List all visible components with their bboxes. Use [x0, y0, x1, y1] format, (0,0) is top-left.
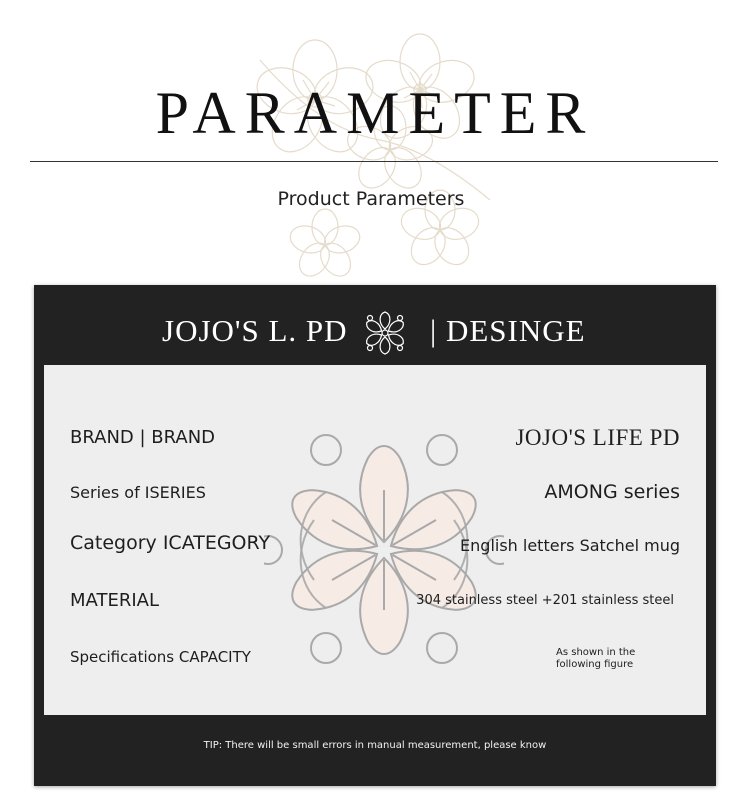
series-label: Series of ISERIES	[70, 483, 206, 502]
brand-tagline: | DESINGE	[430, 313, 586, 348]
parameter-card	[34, 285, 716, 786]
measurement-tip: TIP: There will be small errors in manual measurement, please know	[203, 740, 547, 751]
category-value: English letters Satchel mug	[460, 536, 680, 555]
cherry-blossom-decoration-icon	[230, 20, 510, 280]
parameter-panel	[44, 365, 706, 715]
flower-logo-icon	[361, 309, 409, 357]
specifications-value: As shown in the following figure	[556, 647, 636, 670]
page-subtitle: Product Parameters	[277, 188, 465, 210]
material-label: MATERIAL	[70, 590, 159, 611]
brand-header	[34, 311, 716, 355]
page-title: PARAMETER	[155, 80, 595, 146]
brand-name: JOJO'S L. PD	[162, 313, 348, 348]
title-divider	[30, 161, 718, 162]
material-value: 304 stainless steel +201 stainless steel	[416, 593, 674, 608]
category-label: Category ICATEGORY	[70, 532, 271, 554]
series-value: AMONG series	[544, 481, 680, 503]
specifications-label: Specifications CAPACITY	[70, 648, 251, 666]
brand-label: BRAND | BRAND	[70, 427, 216, 448]
brand-value: JOJO'S LIFE PD	[515, 425, 680, 450]
